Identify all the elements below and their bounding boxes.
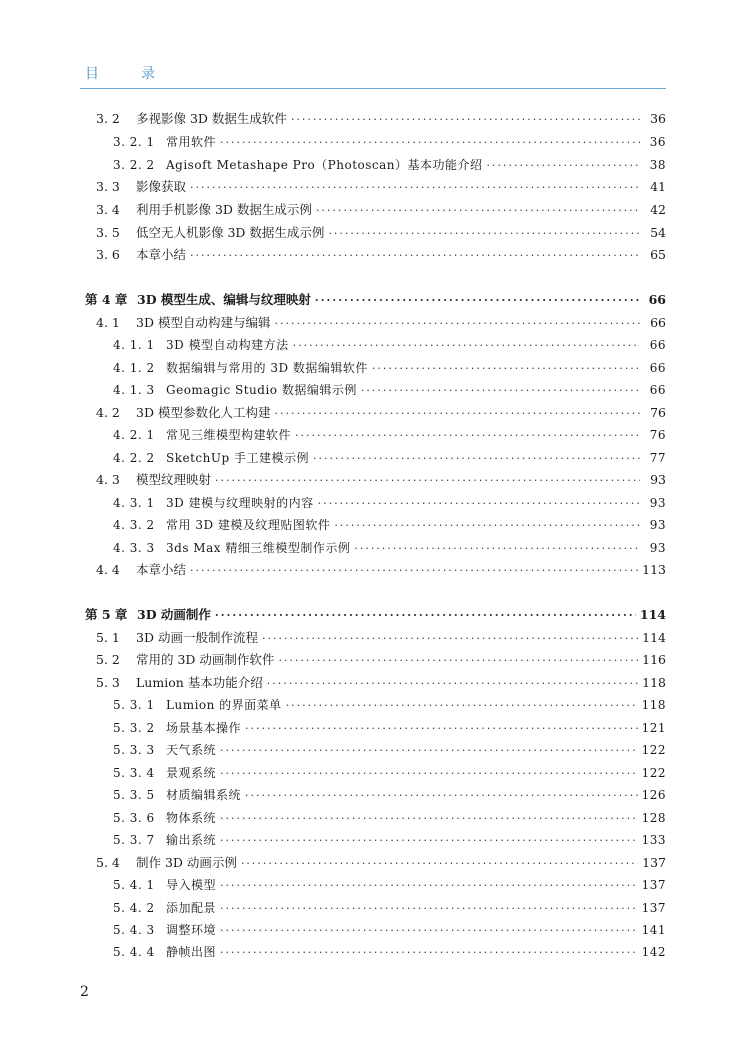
toc-number: 3. 5	[96, 225, 120, 240]
toc-page: 36	[649, 135, 666, 149]
leader-dots	[354, 539, 640, 559]
leader-dots	[245, 719, 638, 739]
leader-dots	[220, 133, 640, 153]
toc-page: 54	[650, 225, 666, 240]
toc-entry[interactable]	[113, 942, 666, 962]
leader-dots	[278, 651, 638, 671]
toc-number: 5. 3. 2	[113, 721, 155, 735]
leader-dots	[487, 156, 640, 176]
toc-page: 118	[641, 698, 666, 712]
toc-title: 常见三维模型构建软件	[166, 428, 292, 442]
leader-dots	[220, 764, 638, 784]
toc-entry[interactable]	[113, 920, 666, 940]
leader-dots	[291, 110, 640, 130]
toc-title: 材质编辑系统	[166, 788, 242, 802]
toc-number: 3. 4	[96, 202, 120, 217]
toc-number: 5. 3. 7	[113, 833, 155, 847]
toc-page: 66	[649, 383, 666, 397]
toc-number: 4. 1. 2	[113, 361, 155, 375]
toc-entry[interactable]	[113, 785, 666, 805]
toc-number: 5. 3. 4	[113, 766, 155, 780]
leader-dots	[190, 246, 640, 266]
toc-entry[interactable]	[113, 358, 666, 378]
toc-title: 常用 3D 建模及纹理贴图软件	[166, 518, 331, 532]
toc-entry[interactable]	[113, 898, 666, 918]
toc-title: 常用的 3D 动画制作软件	[136, 652, 275, 667]
toc-title: 制作 3D 动画示例	[136, 855, 237, 870]
toc-title: 3D 模型生成、编辑与纹理映射	[137, 292, 311, 307]
toc-entry[interactable]	[113, 875, 666, 895]
leader-dots	[316, 201, 640, 221]
leader-dots	[190, 561, 638, 581]
toc-page: 126	[641, 788, 666, 802]
toc-title: SketchUp 手工建模示例	[166, 451, 309, 465]
leader-dots	[215, 471, 640, 491]
toc-page: 77	[649, 451, 666, 465]
leader-dots	[334, 516, 640, 536]
toc-number: 5. 1	[96, 630, 120, 645]
toc-title: 天气系统	[166, 743, 217, 757]
toc-entry[interactable]	[113, 515, 666, 535]
leader-dots	[220, 741, 638, 761]
toc-title: 3D 动画制作	[137, 607, 211, 622]
toc-number: 4. 1. 1	[113, 338, 155, 352]
toc-number: 5. 3. 3	[113, 743, 155, 757]
toc-entry[interactable]	[113, 493, 666, 513]
toc-entry[interactable]	[113, 538, 666, 558]
toc-title: 调整环境	[166, 923, 217, 937]
leader-dots	[220, 831, 638, 851]
leader-dots	[286, 696, 638, 716]
leader-dots	[274, 314, 640, 334]
toc-page: 121	[641, 721, 666, 735]
toc-entry[interactable]	[96, 109, 666, 129]
toc-entry[interactable]	[113, 380, 666, 400]
toc-title: Geomagic Studio 数据编辑示例	[166, 383, 357, 397]
toc-entry[interactable]	[96, 673, 666, 693]
toc-title: 利用手机影像 3D 数据生成示例	[136, 202, 312, 217]
header-rule	[80, 88, 666, 89]
toc-page: 137	[641, 901, 666, 915]
toc-entry[interactable]	[113, 335, 666, 355]
toc-entry[interactable]	[96, 223, 666, 243]
toc-number: 5. 4. 3	[113, 923, 155, 937]
toc-page: 65	[650, 247, 666, 262]
toc-page: 133	[641, 833, 666, 847]
leader-dots	[267, 674, 638, 694]
toc-title: Agisoft Metashape Pro（Photoscan）基本功能介绍	[166, 158, 483, 172]
toc-title: 添加配景	[166, 901, 217, 915]
toc-page: 76	[649, 428, 666, 442]
toc-number: 第 5 章	[85, 607, 128, 622]
leader-dots	[274, 404, 640, 424]
toc-number: 4. 4	[96, 562, 120, 577]
toc-number: 5. 3	[96, 675, 120, 690]
toc-entry[interactable]	[96, 470, 666, 490]
leader-dots	[220, 899, 638, 919]
toc-entry[interactable]	[96, 403, 666, 423]
toc-page: 122	[641, 766, 666, 780]
toc-page: 93	[649, 541, 666, 555]
toc-page: 66	[650, 315, 666, 330]
toc-number: 第 4 章	[85, 292, 128, 307]
toc-number: 3. 2. 1	[113, 135, 155, 149]
toc-number: 5. 3. 6	[113, 811, 155, 825]
toc-page: 93	[650, 472, 666, 487]
toc-title: 影像获取	[136, 179, 187, 194]
toc-page: 66	[649, 361, 666, 375]
toc-page: 93	[649, 496, 666, 510]
toc-title: 3D 建模与纹理映射的内容	[166, 496, 314, 510]
toc-page: 116	[642, 652, 666, 667]
toc-number: 4. 2. 2	[113, 451, 155, 465]
toc-title: 景观系统	[166, 766, 217, 780]
toc-entry[interactable]	[113, 830, 666, 850]
leader-dots	[245, 786, 638, 806]
toc-number: 4. 1. 3	[113, 383, 155, 397]
toc-number: 3. 6	[96, 247, 120, 262]
toc-page: 76	[650, 405, 666, 420]
toc-title: 3ds Max 精细三维模型制作示例	[166, 541, 351, 555]
toc-title: Lumion 的界面菜单	[166, 698, 282, 712]
leader-dots	[293, 336, 640, 356]
toc-chapter-entry[interactable]	[85, 605, 666, 625]
toc-page: 137	[642, 855, 666, 870]
toc-title: 导入模型	[166, 878, 217, 892]
toc-number: 4. 3. 3	[113, 541, 155, 555]
toc-number: 5. 4. 1	[113, 878, 155, 892]
toc-title: 低空无人机影像 3D 数据生成示例	[136, 225, 325, 240]
toc-page: 118	[642, 675, 666, 690]
toc-title: 3D 动画一般制作流程	[136, 630, 258, 645]
leader-dots	[241, 854, 638, 874]
toc-page: 66	[649, 338, 666, 352]
toc-entry[interactable]	[96, 560, 666, 580]
toc-page: 41	[650, 179, 666, 194]
toc-entry[interactable]	[96, 853, 666, 873]
toc-page: 42	[650, 202, 666, 217]
toc-title: 3D 模型参数化人工构建	[136, 405, 271, 420]
toc-entry[interactable]	[113, 695, 666, 715]
toc-entry[interactable]	[113, 448, 666, 468]
toc-number: 3. 2. 2	[113, 158, 155, 172]
toc-entry[interactable]	[96, 650, 666, 670]
toc-number: 4. 3. 1	[113, 496, 155, 510]
toc-page: 36	[650, 111, 666, 126]
toc-chapter-entry[interactable]	[85, 290, 666, 310]
toc-entry[interactable]	[113, 425, 666, 445]
running-header-title: 目 录	[85, 66, 169, 82]
toc-entry[interactable]	[113, 718, 666, 738]
leader-dots	[372, 359, 640, 379]
leader-dots	[220, 876, 638, 896]
toc-entry[interactable]	[96, 177, 666, 197]
toc-title: 输出系统	[166, 833, 217, 847]
toc-number: 5. 4. 4	[113, 945, 155, 959]
toc-title: 3D 模型自动构建与编辑	[136, 315, 271, 330]
toc-page: 142	[641, 945, 666, 959]
toc-page: 66	[648, 292, 666, 307]
toc-page: 128	[641, 811, 666, 825]
leader-dots	[315, 291, 640, 311]
leader-dots	[220, 943, 638, 963]
toc-entry[interactable]	[113, 155, 666, 175]
toc-page: 137	[641, 878, 666, 892]
leader-dots	[361, 381, 640, 401]
page-number: 2	[80, 984, 89, 1000]
toc-title: 多视影像 3D 数据生成软件	[136, 111, 287, 126]
toc-entry[interactable]	[96, 313, 666, 333]
toc-title: 模型纹理映射	[136, 472, 212, 487]
leader-dots	[190, 178, 640, 198]
toc-title: 场景基本操作	[166, 721, 242, 735]
toc-title: 数据编辑与常用的 3D 数据编辑软件	[166, 361, 368, 375]
toc-title: 本章小结	[136, 562, 187, 577]
toc-title: 物体系统	[166, 811, 217, 825]
toc-page: 113	[642, 562, 666, 577]
toc-entry[interactable]	[113, 808, 666, 828]
toc-entry[interactable]	[113, 740, 666, 760]
toc-page: 93	[649, 518, 666, 532]
toc-title: 静帧出图	[166, 945, 217, 959]
toc-title: 本章小结	[136, 247, 187, 262]
leader-dots	[328, 224, 640, 244]
leader-dots	[318, 494, 640, 514]
toc-number: 5. 2	[96, 652, 120, 667]
toc-page: 114	[642, 630, 666, 645]
toc-entry[interactable]	[113, 763, 666, 783]
toc-entry[interactable]	[113, 132, 666, 152]
toc-page: 141	[641, 923, 666, 937]
toc-title: 3D 模型自动构建方法	[166, 338, 289, 352]
toc-title: Lumion 基本功能介绍	[136, 675, 263, 690]
toc-number: 5. 4. 2	[113, 901, 155, 915]
leader-dots	[313, 449, 640, 469]
toc-page: 114	[639, 607, 666, 622]
leader-dots	[220, 921, 638, 941]
toc-number: 4. 2. 1	[113, 428, 155, 442]
toc-number: 4. 3. 2	[113, 518, 155, 532]
toc-number: 4. 3	[96, 472, 120, 487]
leader-dots	[262, 629, 638, 649]
leader-dots	[220, 809, 638, 829]
toc-entry[interactable]	[96, 245, 666, 265]
toc-title: 常用软件	[166, 135, 217, 149]
toc-entry[interactable]	[96, 200, 666, 220]
leader-dots	[295, 426, 640, 446]
toc-number: 5. 3. 5	[113, 788, 155, 802]
toc-number: 5. 4	[96, 855, 120, 870]
toc-number: 4. 2	[96, 405, 120, 420]
leader-dots	[215, 606, 636, 626]
toc-page: 122	[641, 743, 666, 757]
toc-number: 3. 3	[96, 179, 120, 194]
toc-number: 3. 2	[96, 111, 120, 126]
toc-page: 38	[649, 158, 666, 172]
toc-entry[interactable]	[96, 628, 666, 648]
toc-number: 5. 3. 1	[113, 698, 155, 712]
toc-number: 4. 1	[96, 315, 120, 330]
